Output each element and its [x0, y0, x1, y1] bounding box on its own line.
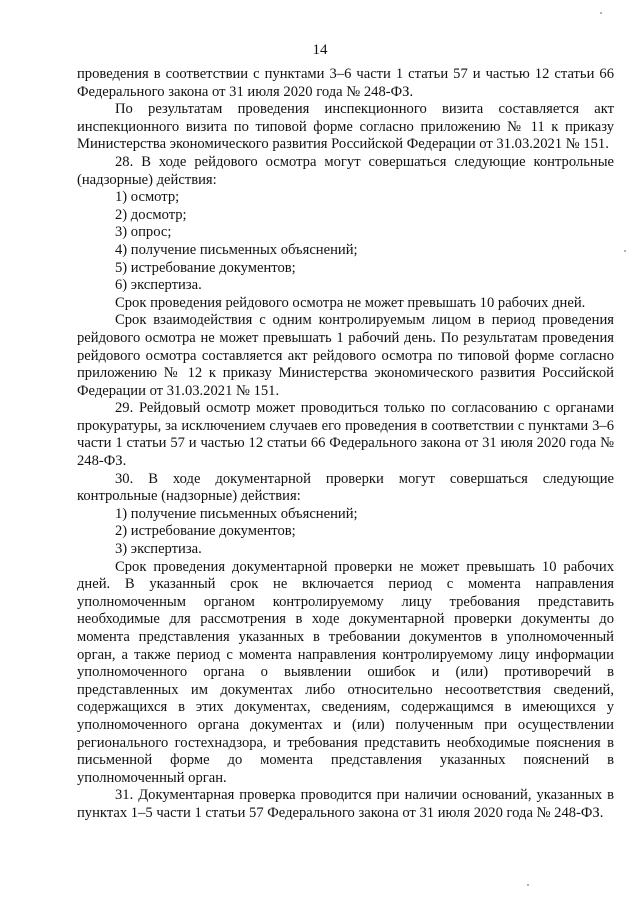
paragraph-30: 30. В ходе документарной проверки могут совершаться следующие контрольные (надзорные) действия:: [77, 470, 614, 505]
paragraph-raid-duration: Срок проведения рейдового осмотра не может превышать 10 рабочих дней.: [115, 294, 586, 311]
list-item: 6) экспертиза.: [115, 277, 202, 294]
scan-speck: [624, 250, 626, 252]
list-item: 4) получение письменных объяснений;: [115, 241, 358, 258]
paragraph-31: 31. Документарная проверка проводится при наличии оснований, указанных в пунктах 1–5 части 1 статьи 57 Федерального закона от 31 июля 2020 года № 248-ФЗ.: [77, 787, 614, 821]
list-item: 1) осмотр;: [115, 189, 180, 206]
paragraph-inspection-act: По результатам проведения инспекционного визита составляется акт инспекционного визита по типовой форме согласно приложению № 11 к приказу Министерства экономического развития Российской Федерации от 31.03.2021 № 151.: [77, 101, 614, 153]
paragraph-documentary-duration: Срок проведения документарной проверки не может превышать 10 рабочих дней. В указанный срок не включается период с момента направления уполномоченным органом контролируемому лицу требования представить необходимые для рассмотрения в ходе документарной проверки документы до момента представления указанных в требовании документов в уполномоченный орган, а также период с момента направления контролируемому лицу информации уполномоченного органа о выявлении ошибок и (или) противоречий в представленных им документах либо относительно несоответствия сведений, содержащихся в этих документах, сведениям, содержащимся в имеющихся у уполномоченного органа документах и (или) полученным при осуществлении регионального гостехнадзора, и требования представить необходимые пояснения в письменной форме до момента представления указанных пояснений в уполномоченный орган.: [77, 558, 614, 786]
list-item: 5) истребование документов;: [115, 259, 296, 276]
scan-speck: [527, 884, 529, 886]
list-item: 1) получение письменных объяснений;: [115, 505, 358, 522]
paragraph-29: 29. Рейдовый осмотр может проводиться только по согласованию с органами прокуратуры, за исключением случаев его проведения в соответствии с пунктами 3–6 части 1 статьи 57 и частью 12 статьи 66 Федерального закона от 31 июля 2020 года № 248-ФЗ.: [77, 400, 614, 470]
list-item: 3) опрос;: [115, 224, 172, 241]
scan-speck: [600, 12, 602, 14]
list-item: 2) истребование документов;: [115, 523, 296, 540]
paragraph-raid-interaction: Срок взаимодействия с одним контролируемым лицом в период проведения рейдового осмотра не может превышать 1 рабочий день. По результатам проведения рейдового осмотра составляется акт рейдового осмотра по типовой форме согласно приложению № 12 к приказу Министерства экономического развития Российской Федерации от 31.03.2021 № 151.: [77, 312, 614, 399]
paragraph-28: 28. В ходе рейдового осмотра могут совершаться следующие контрольные (надзорные) действия:: [77, 153, 614, 188]
paragraph-continuation: проведения в соответствии с пунктами 3–6 части 1 статьи 57 и частью 12 статьи 66 Федерального закона от 31 июля 2020 года № 248-ФЗ.: [77, 66, 614, 100]
list-item: 3) экспертиза.: [115, 541, 202, 558]
page-number: 14: [312, 42, 328, 58]
document-body: [77, 66, 614, 823]
list-item: 2) досмотр;: [115, 206, 187, 223]
